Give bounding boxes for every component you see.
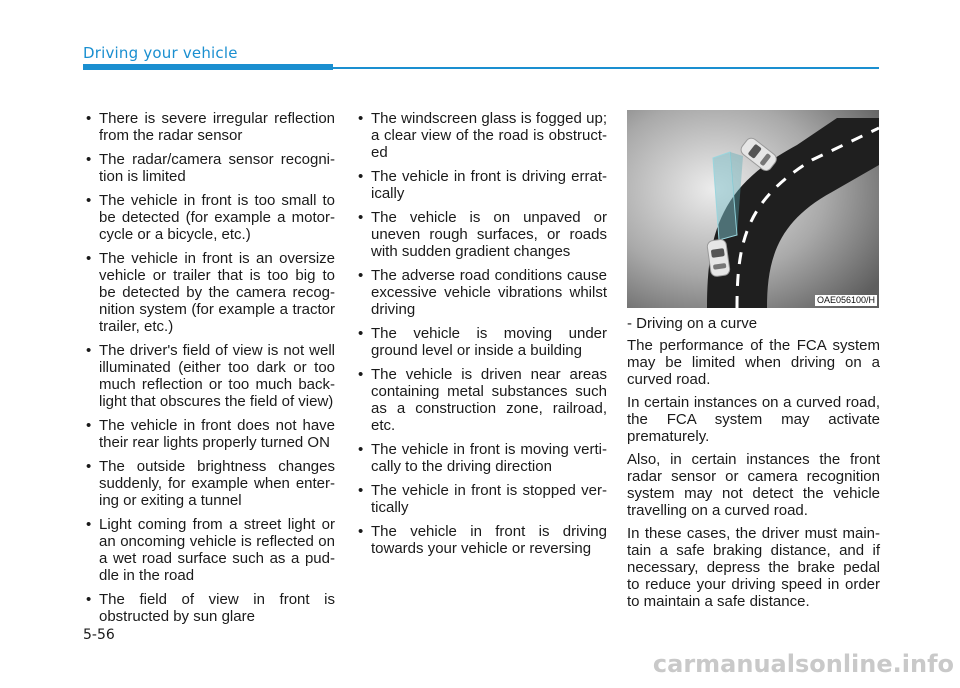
list-item: • The vehicle is driven near areas containing metal substances such as a construction zone, railroad, etc.: [355, 366, 607, 434]
header-rule-thin: [333, 67, 879, 69]
list-item: • The windscreen glass is fogged up; a clear view of the road is obstruct-ed: [355, 110, 607, 161]
column-3: [627, 110, 880, 616]
list-item: • The vehicle in front is driving errat-ically: [355, 168, 607, 202]
bullet-list-2: [355, 110, 607, 557]
column-2: [355, 110, 607, 564]
list-item: • The adverse road conditions cause excessive vehicle vibrations whilst driving: [355, 267, 607, 318]
paragraph: In certain instances on a curved road, the FCA system may activate prematurely.: [627, 394, 880, 445]
list-item: • The vehicle in front does not have their rear lights properly turned ON: [83, 417, 335, 451]
list-item: • The vehicle in front is moving verti-cally to the driving direction: [355, 441, 607, 475]
list-item: • The vehicle in front is driving towards your vehicle or reversing: [355, 523, 607, 557]
list-item: • The vehicle in front is an oversize vehicle or trailer that is too big to be detected by the camera recog-nition system (for example a tractor trailer, etc.): [83, 250, 335, 335]
paragraph: In these cases, the driver must main-tain a safe braking distance, and if necessary, depress the brake pedal to reduce your driving speed in order to maintain a safe distance.: [627, 525, 880, 610]
header-rule-thick: [83, 64, 333, 70]
list-item: • The field of view in front is obstructed by sun glare: [83, 591, 335, 625]
paragraph: Also, in certain instances the front radar sensor or camera recognition system may not detect the vehicle travelling on a curved road.: [627, 451, 880, 519]
paragraph: The performance of the FCA system may be limited when driving on a curved road.: [627, 337, 880, 388]
list-item: • The radar/camera sensor recogni-tion is limited: [83, 151, 335, 185]
bullet-list-1: [83, 110, 335, 625]
list-item: • The vehicle is on unpaved or uneven rough surfaces, or roads with sudden gradient changes: [355, 209, 607, 260]
list-item: • Light coming from a street light or an oncoming vehicle is reflected on a wet road surface such as a pud-dle in the road: [83, 516, 335, 584]
watermark: carmanualsonline.info: [652, 650, 954, 678]
list-item: • The vehicle is moving under ground level or inside a building: [355, 325, 607, 359]
section-title: Driving your vehicle: [83, 44, 238, 62]
list-item: • The vehicle in front is stopped ver-tically: [355, 482, 607, 516]
list-item: • There is severe irregular reflection from the radar sensor: [83, 110, 335, 144]
list-item: • The vehicle in front is too small to be detected (for example a motor-cycle or a bicycle, etc.): [83, 192, 335, 243]
list-item: • The outside brightness changes suddenly, for example when enter-ing or exiting a tunnel: [83, 458, 335, 509]
curve-driving-figure: [627, 110, 879, 308]
figure-code: OAE056100/H: [816, 295, 875, 305]
curve-road-illustration: [627, 110, 879, 308]
column-1: [83, 110, 335, 632]
page-number: 5-56: [83, 627, 115, 643]
list-item: • The driver's field of view is not well illuminated (either too dark or too much reflection or too much back-light that obscures the field of view): [83, 342, 335, 410]
subheading-driving-on-curve: - Driving on a curve: [627, 315, 758, 332]
